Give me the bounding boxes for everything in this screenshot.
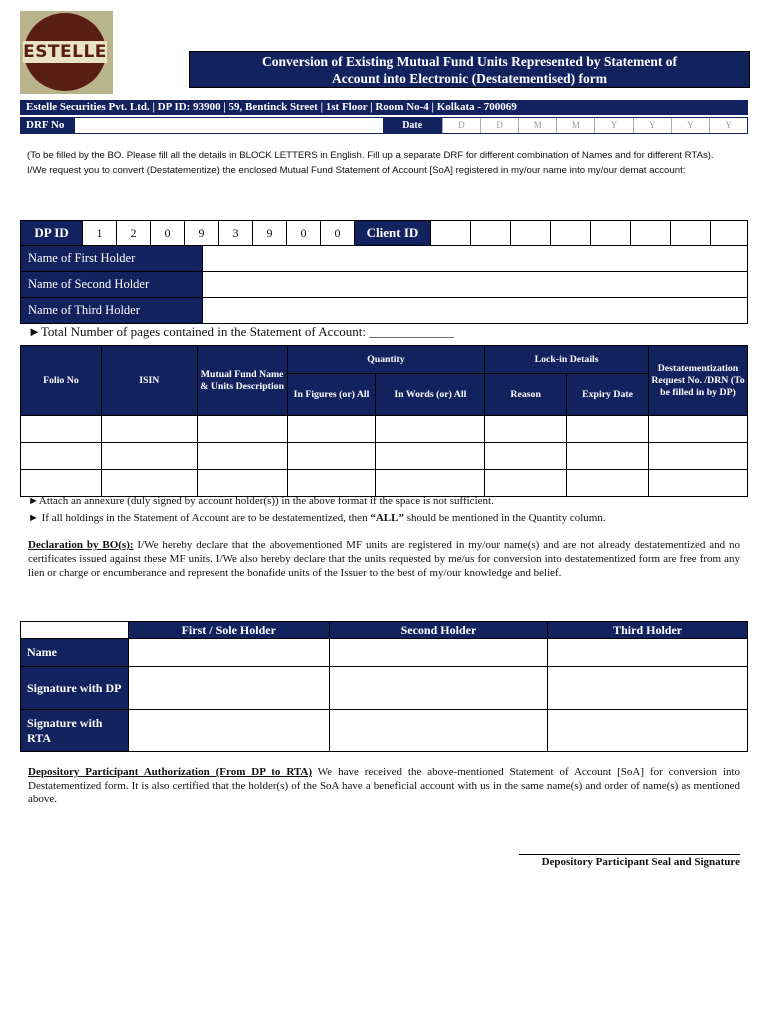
col-third-holder: Third Holder bbox=[548, 622, 748, 639]
signature-table bbox=[20, 621, 748, 752]
table-cell[interactable] bbox=[548, 667, 748, 710]
first-holder-label: Name of First Holder bbox=[21, 246, 202, 271]
annexure-note: ►Attach an annexure (duly signed by account holder(s)) in the above format if the space is not sufficient. bbox=[28, 495, 494, 507]
table-cell[interactable] bbox=[21, 470, 102, 497]
dp-id-digit[interactable]: 0 bbox=[151, 221, 185, 245]
declaration-heading: Declaration by BO(s): bbox=[28, 539, 134, 551]
table-cell[interactable] bbox=[101, 416, 197, 443]
all-holdings-note bbox=[28, 511, 606, 525]
table-cell[interactable] bbox=[376, 470, 485, 497]
table-cell[interactable] bbox=[548, 710, 748, 752]
table-cell[interactable] bbox=[329, 710, 548, 752]
col-expiry: Expiry Date bbox=[567, 374, 649, 416]
second-holder-label: Name of Second Holder bbox=[21, 272, 202, 297]
client-id-label: Client ID bbox=[355, 221, 431, 245]
logo-text: ESTELLE bbox=[23, 42, 107, 62]
table-cell[interactable] bbox=[648, 416, 747, 443]
dp-authorization bbox=[28, 766, 740, 807]
dp-id-label: DP ID bbox=[21, 221, 83, 245]
authorization-heading: Depository Participant Authorization (From DP to RTA) bbox=[28, 766, 313, 778]
dp-client-row bbox=[20, 220, 748, 246]
table-cell[interactable] bbox=[329, 667, 548, 710]
dp-id-digit[interactable]: 9 bbox=[185, 221, 219, 245]
seal-signature-label: Depository Participant Seal and Signature bbox=[541, 856, 740, 868]
table-cell[interactable] bbox=[567, 416, 649, 443]
third-holder-row bbox=[20, 298, 748, 324]
all-note-pre: ► If all holdings in the Statement of Account are to be destatementized, then bbox=[28, 512, 371, 524]
client-id-cell[interactable] bbox=[511, 221, 551, 245]
dp-id-digit[interactable]: 9 bbox=[253, 221, 287, 245]
table-cell[interactable] bbox=[648, 470, 747, 497]
instruction-line2: I/We request you to convert (Destatementize) the enclosed Mutual Fund Statement of Account [SoA] registered in my/our name into my/our demat account: bbox=[27, 165, 686, 176]
col-drn: Destatementization Request No. /DRN (To be filled in by DP) bbox=[648, 346, 747, 416]
estelle-logo bbox=[20, 11, 113, 94]
client-id-cell[interactable] bbox=[591, 221, 631, 245]
authorization-body: We have received the above-mentioned Statement of Account [SoA] for conversion into Destatementized form. It is also certified that the holder(s) of the SoA have a beneficial account with us in the same name(s) and order of name(s) as mentioned above. bbox=[28, 766, 740, 806]
client-id-cell[interactable] bbox=[551, 221, 591, 245]
declaration bbox=[28, 538, 740, 580]
table-cell[interactable] bbox=[567, 443, 649, 470]
table-cell[interactable] bbox=[548, 639, 748, 667]
table-cell[interactable] bbox=[376, 443, 485, 470]
declaration-body: I/We hereby declare that the abovementioned MF units are registered in my/our name(s) and are not already destatementized and no certificates issued against these MF units. I/We also hereby declare that the units requested by me/us for conversion into destatementized form are free from any lien or charge or encumberance and represent the bonafide units of the Issuer to the best of my/our knowledge and belief. bbox=[28, 539, 740, 579]
row-name-label: Name bbox=[21, 639, 129, 667]
first-holder-row bbox=[20, 246, 748, 272]
table-cell[interactable] bbox=[197, 443, 287, 470]
table-cell[interactable] bbox=[287, 416, 376, 443]
table-cell[interactable] bbox=[21, 416, 102, 443]
date-label: Date bbox=[383, 118, 442, 133]
dp-id-digit[interactable]: 0 bbox=[321, 221, 355, 245]
table-row bbox=[21, 443, 748, 470]
table-cell[interactable] bbox=[197, 470, 287, 497]
col-first-holder: First / Sole Holder bbox=[128, 622, 329, 639]
row-sig-rta-label: Signature with RTA bbox=[21, 710, 129, 752]
date-cell[interactable]: Y bbox=[594, 118, 632, 133]
col-qty-words: In Words (or) All bbox=[376, 374, 485, 416]
col-second-holder: Second Holder bbox=[329, 622, 548, 639]
logo-disc bbox=[24, 13, 106, 91]
table-cell[interactable] bbox=[21, 443, 102, 470]
table-cell[interactable] bbox=[567, 470, 649, 497]
dp-id-digit[interactable]: 2 bbox=[117, 221, 151, 245]
col-lockin: Lock-in Details bbox=[485, 346, 649, 374]
drf-row bbox=[20, 117, 748, 134]
table-row bbox=[21, 470, 748, 497]
form-title-line1: Conversion of Existing Mutual Fund Units Represented by Statement of bbox=[262, 53, 677, 69]
col-reason: Reason bbox=[485, 374, 567, 416]
table-cell[interactable] bbox=[128, 639, 329, 667]
second-holder-input[interactable] bbox=[202, 272, 747, 297]
table-cell[interactable] bbox=[101, 470, 197, 497]
table-row bbox=[21, 416, 748, 443]
col-quantity: Quantity bbox=[287, 346, 485, 374]
col-fund-name: Mutual Fund Name & Units Description bbox=[197, 346, 287, 416]
date-cell[interactable]: D bbox=[442, 118, 480, 133]
third-holder-label: Name of Third Holder bbox=[21, 298, 202, 323]
all-note-post: should be mentioned in the Quantity column. bbox=[403, 512, 606, 524]
table-cell[interactable] bbox=[329, 639, 548, 667]
col-folio: Folio No bbox=[21, 346, 102, 416]
dp-id-digit[interactable]: 0 bbox=[287, 221, 321, 245]
table-cell[interactable] bbox=[485, 443, 567, 470]
date-cell[interactable]: Y bbox=[671, 118, 709, 133]
col-qty-figures: In Figures (or) All bbox=[287, 374, 376, 416]
seal-signature-line bbox=[519, 854, 740, 855]
table-cell[interactable] bbox=[485, 470, 567, 497]
dp-id-digit[interactable]: 3 bbox=[219, 221, 253, 245]
table-cell[interactable] bbox=[101, 443, 197, 470]
client-id-cell[interactable] bbox=[471, 221, 511, 245]
drf-label: DRF No bbox=[21, 118, 75, 133]
sig-corner bbox=[21, 622, 129, 639]
form-title-line2: Account into Electronic (Destatementised) form bbox=[332, 70, 607, 86]
client-id-cell[interactable] bbox=[671, 221, 711, 245]
table-cell[interactable] bbox=[648, 443, 747, 470]
dp-id-digit[interactable]: 1 bbox=[83, 221, 117, 245]
second-holder-row bbox=[20, 272, 748, 298]
third-holder-input[interactable] bbox=[202, 298, 747, 323]
date-cell[interactable]: Y bbox=[633, 118, 671, 133]
row-sig-dp-label: Signature with DP bbox=[21, 667, 129, 710]
table-cell[interactable] bbox=[376, 416, 485, 443]
date-cell[interactable]: D bbox=[480, 118, 518, 133]
all-note-bold: “ALL” bbox=[370, 512, 404, 524]
table-cell[interactable] bbox=[128, 667, 329, 710]
table-cell[interactable] bbox=[287, 443, 376, 470]
pages-count-line: ►Total Number of pages contained in the Statement of Account: _____________ bbox=[28, 324, 454, 339]
client-id-cell[interactable] bbox=[711, 221, 747, 245]
instruction-line1: (To be filled by the BO. Please fill all the details in BLOCK LETTERS in English. Fill up a separate DRF for different combination of Names and for different RTAs). bbox=[27, 150, 714, 161]
date-cell[interactable]: M bbox=[518, 118, 556, 133]
date-cell[interactable]: M bbox=[556, 118, 594, 133]
address-bar: Estelle Securities Pvt. Ltd. | DP ID: 93900 | 59, Bentinck Street | 1st Floor | Room No-4 | Kolkata - 700069 bbox=[20, 100, 748, 115]
instructions bbox=[27, 149, 742, 179]
client-id-cell[interactable] bbox=[431, 221, 471, 245]
col-isin: ISIN bbox=[101, 346, 197, 416]
first-holder-input[interactable] bbox=[202, 246, 747, 271]
form-title bbox=[189, 51, 750, 88]
client-id-cell[interactable] bbox=[631, 221, 671, 245]
drf-number-field[interactable] bbox=[75, 118, 383, 133]
table-cell[interactable] bbox=[128, 710, 329, 752]
mf-units-table bbox=[20, 345, 748, 497]
table-cell[interactable] bbox=[485, 416, 567, 443]
table-cell[interactable] bbox=[287, 470, 376, 497]
date-cell[interactable]: Y bbox=[709, 118, 747, 133]
table-cell[interactable] bbox=[197, 416, 287, 443]
